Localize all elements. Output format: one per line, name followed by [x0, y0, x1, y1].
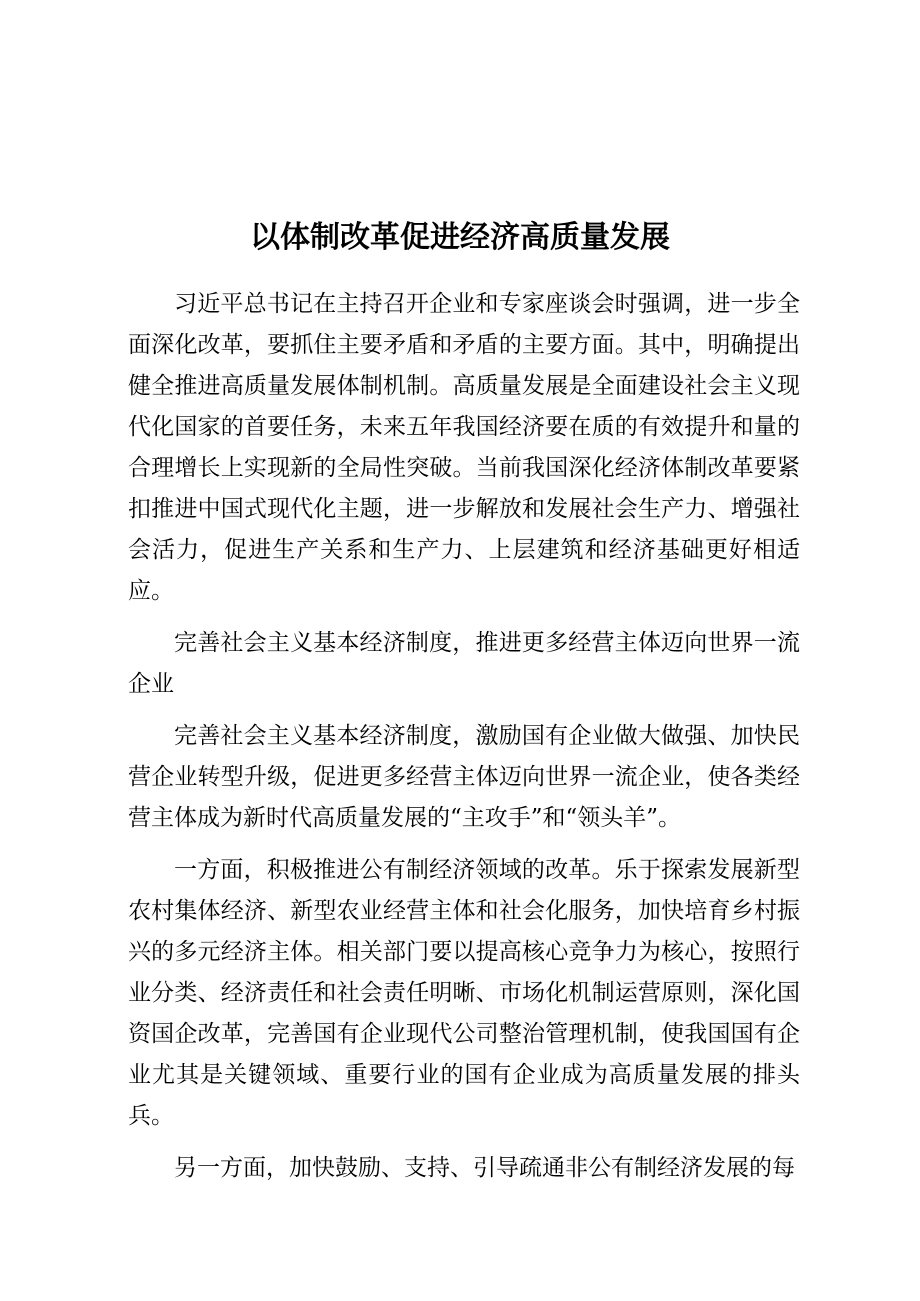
paragraph-non-public-economy: 另一方面，加快鼓励、支持、引导疏通非公有制经济发展的每 [174, 1155, 795, 1181]
paragraph-public-ownership-reform: 一方面，积极推进公有制经济领域的改革。乐于探索发展新型农村集体经济、新型农业经营主体和社会化服务，加快培育乡村振兴的多元经济主体。相关部门要以提高核心竞争力为核心，按照行业分类、经济责任和社会责任明晰、市场化机制运营原则，深化国资国企改革，完善国有企业现代公司整治管理机制，使我国国有企业尤其是关键领域、重要行业的国有企业成为高质量发展的排头兵。 [128, 857, 800, 1129]
document-body [128, 284, 800, 1189]
document-title: 以体制改革促进经济高质量发展 [250, 220, 670, 255]
section-heading: 完善社会主义基本经济制度，推进更多经营主体迈向世界一流企业 [128, 630, 800, 697]
paragraph-basic-economic-system: 完善社会主义基本经济制度，激励国有企业做大做强、加快民营企业转型升级，促进更多经营主体迈向世界一流企业，使各类经营主体成为新时代高质量发展的“主攻手”和“领头羊”。 [128, 723, 800, 831]
paragraph-intro: 习近平总书记在主持召开企业和专家座谈会时强调，进一步全面深化改革，要抓住主要矛盾和矛盾的主要方面。其中，明确提出健全推进高质量发展体制机制。高质量发展是全面建设社会主义现代化国家的首要任务，未来五年我国经济要在质的有效提升和量的合理增长上实现新的全局性突破。当前我国深化经济体制改革要紧扣推进中国式现代化主题，进一步解放和发展社会生产力、增强社会活力，促进生产关系和生产力、上层建筑和经济基础更好相适应。 [128, 291, 800, 604]
